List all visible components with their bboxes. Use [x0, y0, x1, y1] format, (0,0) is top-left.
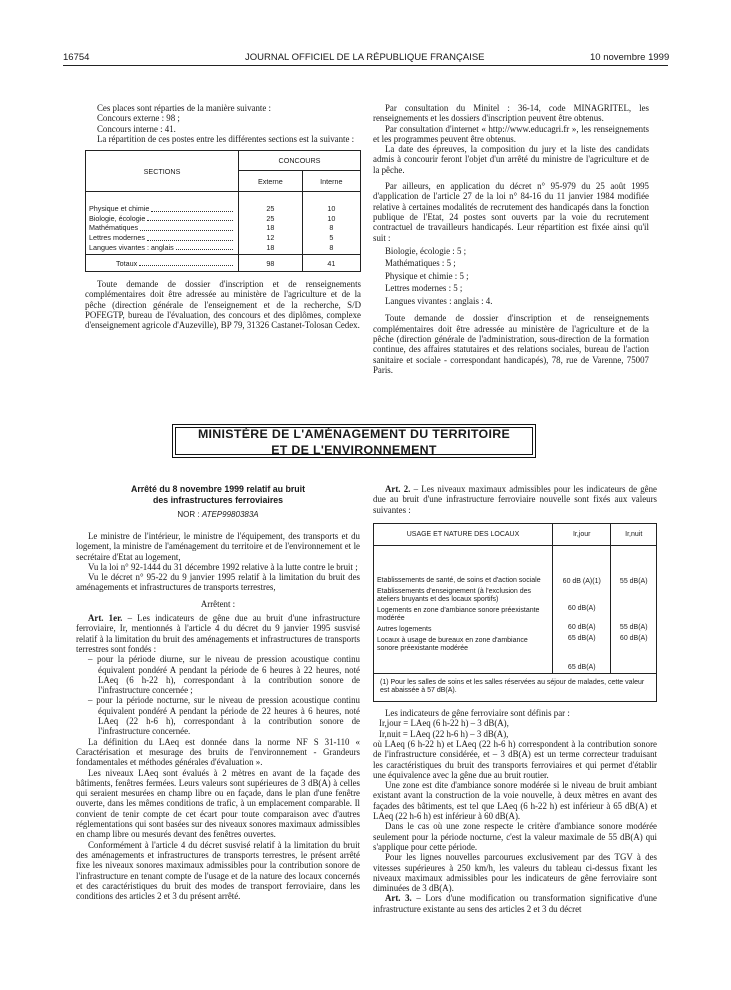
- header-rule: [63, 65, 668, 66]
- paragraph: Toute demande de dossier d'inscription et de renseignements complémentaires doit être adressée au ministère de l'agriculture et de la pêche (direction générale de l'administration, sous-direction de la formation continue, des affaires statutaires et des relations sociales, bureau de l'action sanitaire et sociale - correspondant handicapés), 78, rue de Varenne, 75007 Paris.: [373, 313, 649, 375]
- top-left-column: [85, 103, 361, 331]
- article-1: Art. 1er. – Les indicateurs de gêne due au bruit d'une infrastructure ferroviaire, Ir, mentionnés à l'article 4 du décret du 9 janvier 1995 susvisé relatif à la limitation du bruit des aménagements et infrastructures de transports terrestres sont fondés :: [76, 613, 360, 654]
- paragraph: La définition du LAeq est donnée dans la norme NF S 31-110 « Caractérisation et mesurage des bruits de l'environnement - Grandeurs fondamentales et méthodes générales d'évaluation ».: [76, 736, 360, 768]
- paragraph: Dans le cas où une zone respecte le critère d'ambiance sonore modérée seulement pour la période nocturne, c'est la valeur maximale de 55 dB(A) qui s'applique pour cette période.: [373, 821, 657, 852]
- table-row: Lettres modernes: [89, 233, 235, 243]
- paragraph: Vu la loi n° 92-1444 du 31 décembre 1992 relative à la lutte contre le bruit ;: [88, 561, 358, 572]
- formula-nuit: Ir,nuit = LAeq (22 h-6 h) – 3 dB(A),: [379, 728, 509, 739]
- paragraph: Par consultation d'internet « http://www.educagri.fr », les renseignements et les programmes peuvent être obtenus.: [373, 123, 649, 144]
- table-row: Physique et chimie: [89, 204, 235, 214]
- section-labels: [86, 192, 239, 255]
- th-jour: Ir,jour: [553, 523, 611, 545]
- paragraph: Concours externe : 98 ;: [97, 113, 180, 124]
- paragraph: Les niveaux LAeq sont évalués à 2 mètres en avant de la façade des bâtiments, fenêtres fermées. Leurs valeurs sont supérieures de 3 dB(A) à celles qui seraient mesurées en champ libre ou en façade, dans le plan d'une fenêtre ouverte, dans les mêmes conditions de trafic, à un emplacement comparable. Il convient de tenir compte de cet écart pour toute comparaison avec d'autres réglementations qui sont basées sur des niveaux sonores maximaux admissibles en champ libre ou mesurés devant des fenêtres ouvertes.: [76, 767, 360, 840]
- noise-limits-table: [373, 523, 657, 702]
- paragraph: où LAeq (6 h-22 h) et LAeq (22 h-6 h) correspondent à la contribution sonore de l'infrastructure considérée, et – 3 dB(A) est un terme correcteur traduisant les caractéristiques du bruit des transports ferroviaires et qui permet d'établir une équivalence avec la gêne due au bruit routier.: [373, 738, 657, 780]
- th-usage: USAGE ET NATURE DES LOCAUX: [374, 523, 553, 545]
- th-nuit: Ir,nuit: [611, 523, 657, 545]
- paragraph: Le ministre de l'intérieur, le ministre de l'équipement, des transports et du logement, la ministre de l'aménagement du territoire et de l'environnement et le secrétaire d'Etat au logement,: [76, 531, 360, 562]
- th-concours: CONCOURS: [239, 151, 361, 171]
- table-row: Locaux à usage de bureaux en zone d'ambiance sonore préexistante modérée: [377, 636, 528, 653]
- list-item: Lettres modernes : 5 ;: [385, 283, 463, 294]
- list-item: Biologie, écologie : 5 ;: [385, 245, 467, 256]
- ministry-heading: [172, 424, 536, 458]
- ministry-line-1: MINISTÈRE DE L'AMÉNAGEMENT DU TERRITOIRE: [197, 427, 511, 441]
- decree-title: Arrêté du 8 novembre 1999 relatif au bruit des infrastructures ferroviaires: [130, 484, 306, 505]
- top-right-column: [373, 103, 649, 375]
- ministry-line-2: ET DE L'ENVIRONNEMENT: [271, 443, 437, 457]
- bullet-item: – pour la période diurne, sur le niveau de pression acoustique continu équivalent pondéré A pendant la période de 6 heures à 22 heures, noté LAeq (6 h-22 h), correspondant à la contribution sonore de l'infrastructure concernée ;: [88, 654, 360, 696]
- issue-date: 10 novembre 1999: [590, 52, 670, 63]
- list-item: Langues vivantes : anglais : 4.: [385, 295, 493, 306]
- formula-jour: Ir,jour = LAeq (6 h-22 h) – 3 dB(A),: [379, 718, 509, 729]
- article-2: Art. 2. – Les niveaux maximaux admissibles pour les indicateurs de gêne due au bruit d'une infrastructure ferroviaire nouvelle sont fixés aux valeurs suivantes :: [373, 484, 657, 515]
- table-row: Mathématiques: [89, 223, 235, 233]
- list-item: Physique et chimie : 5 ;: [385, 270, 469, 281]
- paragraph: Toute demande de dossier d'inscription et de renseignements complémentaires doit être adressée au ministère de l'agriculture et de la pêche (direction générale de l'enseignement et de la recherche, S/D POFEGTP, bureau de l'évaluation, des concours et des diplômes, complexe d'enseignement agricole d'Auzeville), BP 79, 31326 Castanet-Tolosan Cedex.: [85, 279, 361, 331]
- paragraph: Par consultation du Minitel : 36-14, code MINAGRITEL, les renseignements et les dossiers d'inscription peuvent être obtenus.: [373, 103, 649, 124]
- th-sections: SECTIONS: [86, 151, 239, 192]
- article-3: Art. 3. – Lors d'une modification ou transformation significative d'une infrastructure existante au sens des articles 2 et 3 du décret: [373, 893, 657, 914]
- bullet-item: – pour la période nocturne, sur le niveau de pression acoustique continu équivalent pondéré A pendant la période de 22 heures à 6 heures, noté LAeq (22 h-6 h), correspondant à la contribution sonore de l'infrastructure concernée.: [88, 695, 360, 737]
- page-number: 16754: [63, 52, 90, 63]
- paragraph: Ces places sont réparties de la manière suivante :: [97, 103, 271, 113]
- jour-values: 60 dB (A)(1) 60 dB(A) 60 dB(A) 65 dB(A) 65 dB(A): [553, 545, 611, 673]
- total-row: Totaux: [86, 255, 239, 272]
- arretent-heading: Arrêtent :: [200, 598, 236, 609]
- list-item: Mathématiques : 5 ;: [385, 258, 456, 269]
- nuit-values: 55 dB(A) 55 dB(A) 60 dB(A): [611, 545, 657, 673]
- paragraph: Concours interne : 41.: [97, 123, 176, 134]
- table-row: Langues vivantes : anglais: [89, 243, 235, 253]
- paragraph: La répartition de ces postes entre les différentes sections est la suivante :: [97, 133, 355, 144]
- total-externe: 98: [239, 255, 303, 272]
- paragraph: Une zone est dite d'ambiance sonore modérée si le niveau de bruit ambiant existant avant la construction de la voie nouvelle, à deux mètres en avant des façades des bâtiments, est tel que LAeq (6 h-22 h) est inférieur à 65 dB(A) et LAeq (22 h-6 h) est inférieur à 60 dB(A).: [373, 780, 657, 822]
- bottom-left-column: [76, 484, 360, 901]
- externe-values: 25 25 18 12 18: [239, 192, 303, 255]
- nor-reference: NOR : ATEP9980383A: [177, 510, 259, 519]
- th-interne: Interne: [302, 171, 360, 192]
- paragraph: La date des épreuves, la composition du jury et la liste des candidats admis à concourir feront l'objet d'un arrêté du ministre de l'agriculture et de la pêche.: [373, 144, 649, 175]
- total-interne: 41: [302, 255, 360, 272]
- journal-title: JOURNAL OFFICIEL DE LA RÉPUBLIQUE FRANÇAISE: [245, 52, 485, 63]
- paragraph: Par ailleurs, en application du décret n° 95-979 du 25 août 1995 d'application de l'article 27 de la loi n° 84-16 du 11 janvier 1984 modifiée relative à certaines modalités de recrutement des handicapés dans la fonction publique de l'Etat, 24 postes sont ouverts par la voie du recrutement contractuel de travailleurs handicapés. Leur répartition est fixée ainsi qu'il suit :: [373, 181, 649, 243]
- table-footnote: (1) Pour les salles de soins et les salles réservées au séjour de malades, cette valeur est abaissée à 57 dB(A).: [374, 673, 657, 701]
- paragraph: Conformément à l'article 4 du décret susvisé relatif à la limitation du bruit des aménagements et infrastructures de transports terrestres, le présent arrêté fixe les niveaux sonores maximaux admissibles pour la contribution sonore de l'infrastructure en tenant compte de l'usage et de la nature des locaux concernés et des caractéristiques du bruit des modes de transport ferroviaire, dans les conditions des articles 2 et 3 du présent arrêté.: [76, 839, 360, 902]
- paragraph: Pour les lignes nouvelles parcourues exclusivement par des TGV à des vitesses supérieures à 250 km/h, les valeurs du tableau ci-dessus fixant les niveaux maximaux admissibles pour les indicateurs de gêne ferroviaire sont diminuées de 3 dB(A).: [373, 852, 657, 894]
- paragraph: Les indicateurs de gêne ferroviaire sont définis par :: [385, 708, 570, 719]
- table-row: Etablissements d'enseignement (à l'exclusion des ateliers bruyants et des locaux sportifs): [377, 587, 532, 604]
- table-row: Biologie, écologie: [89, 214, 235, 224]
- usage-labels: [374, 545, 553, 673]
- table-row: Etablissements de santé, de soins et d'action sociale: [377, 577, 541, 584]
- th-externe: Externe: [239, 171, 303, 192]
- handicap-list: [373, 245, 649, 308]
- table-row: Autres logements: [377, 625, 432, 633]
- concours-table: [85, 150, 361, 272]
- interne-values: 10 10 8 5 8: [302, 192, 360, 255]
- table-row: Logements en zone d'ambiance sonore préexistante modérée: [377, 606, 540, 623]
- bottom-right-column: [373, 484, 657, 914]
- paragraph: Vu le décret n° 95-22 du 9 janvier 1995 relatif à la limitation du bruit des aménagements et infrastructures de transports terrestres,: [76, 572, 360, 593]
